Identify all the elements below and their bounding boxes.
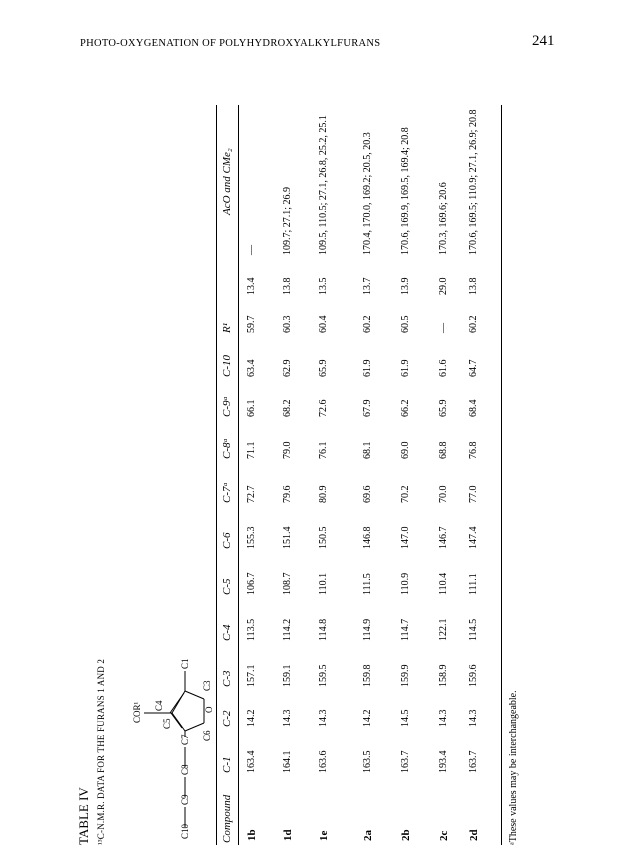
table-row-2d: [468, 105, 498, 845]
atom-label-c5: C5: [162, 718, 172, 729]
cell-c4: 114.2: [282, 618, 293, 641]
cell-aco-cme2: 170.6, 169.5; 110.9; 27.1, 26.9; 20.8: [468, 109, 479, 255]
cell-c5: 111.5: [362, 573, 373, 595]
atom-label-c4: C4: [154, 700, 164, 711]
cell-c4: 114.8: [318, 618, 329, 641]
cell-c6: 147.4: [468, 526, 479, 549]
table-row-2a: [362, 105, 392, 845]
cell-c3: 159.9: [400, 664, 411, 687]
cell-c5: 108.7: [282, 572, 293, 595]
cell-c2: 14.3: [282, 709, 293, 727]
cell-c5: 111.1: [468, 573, 479, 595]
cell-c2: 14.3: [468, 709, 479, 727]
atom-label-c6: C6: [202, 730, 212, 741]
cell-c2: 14.2: [362, 709, 373, 727]
column-header-c1: C-1: [221, 756, 233, 773]
cell-c9: 72.6: [318, 399, 329, 417]
compound-label: 1b: [246, 829, 258, 841]
cell-r1: 60.4: [318, 315, 329, 333]
cell-aco-cme2: —: [246, 245, 257, 255]
cell-c8: 68.1: [362, 441, 373, 459]
cell-aco-cme2: 170.4, 170.0, 169.2; 20.5, 20.3: [362, 132, 373, 255]
cell-c6: 146.7: [438, 526, 449, 549]
column-header-c4: C-4: [221, 624, 233, 641]
cell-r1: 60.3: [282, 315, 293, 333]
column-header-c3: C-3: [221, 670, 233, 687]
page-number: 241: [532, 33, 555, 49]
cell-c7: 72.7: [246, 485, 257, 503]
cell-c6: 146.8: [362, 526, 373, 549]
atom-label-c1: C1: [180, 658, 190, 669]
compound-label: 2d: [468, 829, 480, 841]
compound-label: 2b: [400, 829, 412, 841]
cell-r1-methyl: 29.0: [438, 277, 449, 295]
cell-c6: 155.3: [246, 526, 257, 549]
compound-label: 2c: [438, 830, 450, 841]
cell-c9: 66.2: [400, 399, 411, 417]
cell-aco-cme2: 170.6, 169.9, 169.5, 169.4; 20.8: [400, 127, 411, 255]
cell-c9: 65.9: [438, 399, 449, 417]
cell-c10: 63.4: [246, 359, 257, 377]
column-header-c2: C-2: [221, 710, 233, 727]
table-row-1b: [246, 105, 276, 845]
table-caption: ¹³C-N.M.R. DATA FOR THE FURANS 1 AND 2: [96, 658, 106, 845]
cell-c8: 79.0: [282, 441, 293, 459]
cell-c8: 69.0: [400, 441, 411, 459]
cell-c1: 163.7: [468, 750, 479, 773]
cell-r1: 60.5: [400, 315, 411, 333]
cell-c10: 65.9: [318, 359, 329, 377]
cell-c7: 70.2: [400, 485, 411, 503]
table-header-rule: [238, 105, 239, 845]
column-header-r1: R¹: [221, 322, 233, 333]
cell-c5: 110.4: [438, 572, 449, 595]
cell-c8: 76.1: [318, 441, 329, 459]
column-header-c8: C-8ᵃ: [221, 438, 233, 459]
cell-aco-cme2: 109.5, 110.5; 27.1, 26.8, 25.2, 25.1: [318, 115, 329, 255]
compound-label: 2a: [362, 830, 374, 841]
column-header-aco-cme2: AcO and CMe₂: [221, 148, 233, 215]
table-row-1d: [282, 105, 312, 845]
cell-c2: 14.5: [400, 709, 411, 727]
cell-aco-cme2: 109.7; 27.1; 26.9: [282, 186, 293, 255]
cell-c2: 14.3: [318, 709, 329, 727]
cell-r1: 60.2: [362, 315, 373, 333]
cell-c1: 164.1: [282, 750, 293, 773]
column-header-c10: C-10: [221, 355, 233, 377]
cell-c5: 110.1: [318, 572, 329, 595]
compound-label: 1e: [318, 830, 330, 841]
cell-c3: 159.5: [318, 664, 329, 687]
cell-c10: 61.9: [400, 359, 411, 377]
cell-c4: 114.9: [362, 618, 373, 641]
cell-c5: 106.7: [246, 572, 257, 595]
cell-c7: 80.9: [318, 485, 329, 503]
cell-c1: 163.7: [400, 750, 411, 773]
cell-c2: 14.3: [438, 709, 449, 727]
table-row-2b: [400, 105, 430, 845]
cell-c3: 159.1: [282, 664, 293, 687]
column-header-c7: C-7ᵃ: [221, 482, 233, 503]
table-label: TABLE IV: [76, 787, 91, 845]
atom-label-c3: C3: [202, 680, 212, 691]
cell-c4: 114.5: [468, 618, 479, 641]
cell-c3: 159.8: [362, 664, 373, 687]
atom-label-c10: C10: [180, 823, 190, 839]
cell-c4: 114.7: [400, 618, 411, 641]
atom-label-c8: C8: [180, 764, 190, 775]
atom-label-o: O: [204, 706, 214, 713]
rotated-table-region: [76, 85, 556, 845]
atom-label-c9: C9: [180, 794, 190, 805]
cell-r1: 59.7: [246, 315, 257, 333]
cell-c3: 159.6: [468, 664, 479, 687]
table-row-1e: [318, 105, 348, 845]
cell-r1: 60.2: [468, 315, 479, 333]
cell-r1-methyl: 13.5: [318, 277, 329, 295]
compound-label: 1d: [282, 829, 294, 841]
cell-c3: 158.9: [438, 664, 449, 687]
cell-r1-methyl: 13.8: [282, 277, 293, 295]
cell-c1: 193.4: [438, 750, 449, 773]
table-bottom-rule: [501, 105, 502, 845]
cell-c4: 122.1: [438, 618, 449, 641]
column-header-c5: C-5: [221, 578, 233, 595]
substituent-label: COR¹: [132, 701, 142, 723]
furan-structure-diagram: [112, 641, 212, 841]
cell-c9: 68.2: [282, 399, 293, 417]
cell-c10: 64.7: [468, 359, 479, 377]
cell-c6: 150.5: [318, 526, 329, 549]
cell-r1-methyl: 13.7: [362, 277, 373, 295]
cell-c10: 61.9: [362, 359, 373, 377]
cell-c2: 14.2: [246, 709, 257, 727]
column-header-c9: C-9ᵃ: [221, 396, 233, 417]
cell-r1-methyl: 13.4: [246, 277, 257, 295]
cell-aco-cme2: 170.3, 169.6; 20.6: [438, 182, 449, 255]
running-title: PHOTO-OXYGENATION OF POLYHYDROXYALKYLFURANS: [80, 38, 381, 49]
cell-c3: 157.1: [246, 664, 257, 687]
atom-label-c7: C7: [180, 734, 190, 745]
table-footnote: ᵃThese values may be interchangeable.: [508, 690, 519, 845]
cell-c9: 67.9: [362, 399, 373, 417]
table-row-2c: [438, 105, 468, 845]
cell-c1: 163.4: [246, 750, 257, 773]
column-header-c6: C-6: [221, 532, 233, 549]
cell-c9: 68.4: [468, 399, 479, 417]
cell-c1: 163.5: [362, 750, 373, 773]
cell-c8: 68.8: [438, 441, 449, 459]
cell-c5: 110.9: [400, 572, 411, 595]
cell-r1-methyl: 13.9: [400, 277, 411, 295]
cell-c7: 79.6: [282, 485, 293, 503]
cell-c6: 147.0: [400, 526, 411, 549]
cell-c10: 62.9: [282, 359, 293, 377]
cell-c10: 61.6: [438, 359, 449, 377]
cell-c7: 69.6: [362, 485, 373, 503]
table-top-rule: [216, 105, 217, 845]
cell-c4: 113.5: [246, 618, 257, 641]
cell-c8: 76.8: [468, 441, 479, 459]
cell-r1: —: [438, 323, 449, 333]
cell-c7: 77.0: [468, 485, 479, 503]
cell-c1: 163.6: [318, 750, 329, 773]
cell-c7: 70.0: [438, 485, 449, 503]
cell-c8: 71.1: [246, 441, 257, 459]
cell-r1-methyl: 13.8: [468, 277, 479, 295]
cell-c6: 151.4: [282, 526, 293, 549]
cell-c9: 66.1: [246, 399, 257, 417]
column-header-compound: Compound: [221, 794, 233, 843]
